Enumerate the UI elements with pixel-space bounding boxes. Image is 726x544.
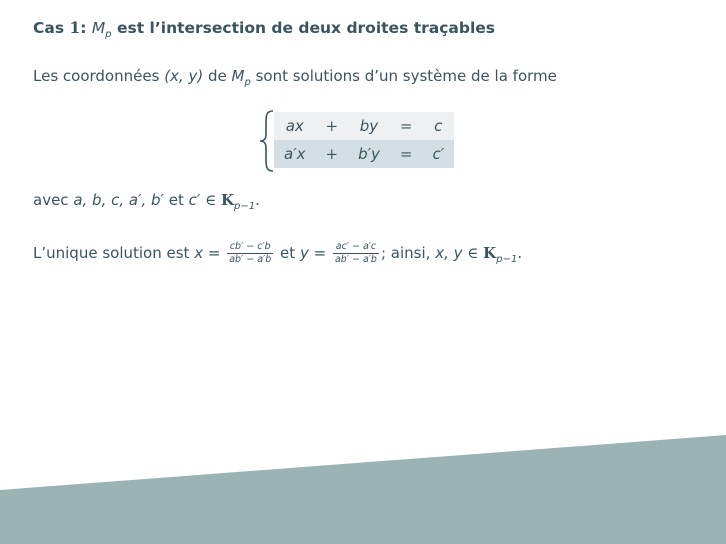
system-cell: c′ xyxy=(432,145,445,163)
x-fraction: $\frac{cb' - c'b}{ab' - a'b}$ xyxy=(229,241,272,265)
system-cell: by xyxy=(359,117,379,135)
intro-coords: (x, y) xyxy=(164,67,204,85)
y-fraction: $\frac{ac' - a'c}{ab' - a'b}$ xyxy=(334,241,377,265)
intro-point: $M_p$ xyxy=(231,67,251,88)
system-cell: = xyxy=(399,145,413,163)
avec-text: avec xyxy=(33,191,69,209)
system-cell: c xyxy=(434,117,443,135)
solution-ainsi: ; ainsi, xyxy=(380,244,431,262)
system-cell: + xyxy=(325,145,339,163)
element-of-symbol: ∈ xyxy=(467,244,479,262)
system-cell: = xyxy=(399,117,413,135)
title-colon: : xyxy=(80,19,87,37)
intro-text: Les coordonnées xyxy=(33,67,160,85)
solution-text: L’unique solution est xyxy=(33,244,190,262)
intro-de: de xyxy=(207,67,227,85)
avec-et: et xyxy=(168,191,184,209)
title-case-number: 1 xyxy=(69,18,81,37)
solution-end: . xyxy=(517,244,523,262)
solution-xy: x, y xyxy=(435,244,463,262)
solution-et: et xyxy=(280,244,296,262)
system-cell: ax xyxy=(285,117,304,135)
avec-end: . xyxy=(255,191,260,209)
title-rest: est l’intersection de deux droites traçables xyxy=(117,19,495,37)
intro-text-end: sont solutions d’un système de la forme xyxy=(255,67,557,85)
y-equals: y = xyxy=(299,244,327,262)
field-symbol: $K_{p-1}$ xyxy=(220,191,256,212)
field-symbol: $K_{p-1}$ xyxy=(483,244,518,265)
element-of-symbol: ∈ xyxy=(205,191,217,209)
system-cell: a′x xyxy=(284,145,306,163)
avec-last-var: c′ xyxy=(188,191,201,209)
avec-vars: a, b, c, a′, b′ xyxy=(73,191,164,209)
system-cell: b′y xyxy=(358,145,380,163)
title-point: $M_p$ xyxy=(91,19,112,41)
x-equals: x = xyxy=(194,244,221,262)
title-lead: Cas xyxy=(33,19,65,37)
system-cell: + xyxy=(325,117,339,135)
